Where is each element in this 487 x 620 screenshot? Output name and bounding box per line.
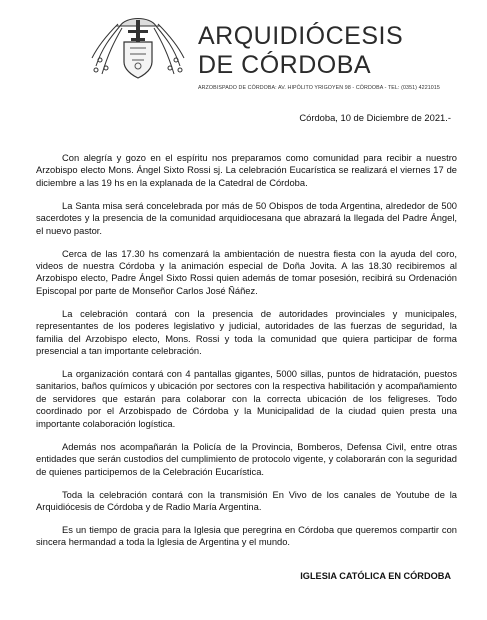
paragraph: Cerca de las 17.30 hs comenzará la ambientación de nuestra fiesta con la ayuda del coro, videos de nuestra Córdoba y la animación especial de Doña Jovita. A las 18.30 recibiremos al Arzobispo electo, Padre Ángel Sixto Rossi quien además de tomar posesión, recibirá su Ordenación Episcopal por parte de Monseñor Carlos José Ñáñez. <box>36 248 457 296</box>
paragraph: La Santa misa será concelebrada por más de 50 Obispos de toda Argentina, alrededor de 500 sacerdotes y la presencia de la comunidad arquidiocesana que abrazará la llegada del Padre Ángel, el nuevo pastor. <box>36 200 457 236</box>
paragraph: La celebración contará con la presencia de autoridades provinciales y municipales, representantes de los poderes legislativo y judicial, autoridades de las fuerzas de seguridad, la familia del Arzobispo electo, Mons. Rossi y toda la comunidad que quiera participar de forma presencial a tan importante celebración. <box>36 308 457 357</box>
document-body <box>36 152 457 559</box>
archdiocese-crest-icon <box>90 8 186 88</box>
paragraph: Además nos acompañarán la Policía de la Provincia, Bomberos, Defensa Civil, entre otras entidades que serán custodios del cumplimiento de protocolo vigente, y colaborarán con la seguridad de quienes participemos de la Celebración Eucarística. <box>36 441 457 477</box>
paragraph: La organización contará con 4 pantallas gigantes, 5000 sillas, puntos de hidratación, puestos sanitarios, baños químicos y ubicación por sectores con la respectiva habilitación y acompañamiento de servidores que estarán para colaborar con la correcta ubicación de los feligreses. Todo coordinado por el Arzobispado de Córdoba y la Municipalidad de la ciudad quien presta una importante colaboración logística. <box>36 369 457 429</box>
letterhead-name-line2: DE CÓRDOBA <box>198 51 372 79</box>
letterhead-address: ARZOBISPADO DE CÓRDOBA: AV. HIPÓLITO YRIGOYEN 98 - CÓRDOBA - TEL: (0351) 4221015 <box>198 85 440 91</box>
paragraph: Toda la celebración contará con la transmisión En Vivo de los canales de Youtube de la Arquidiócesis de Córdoba y de Radio María Argentina. <box>36 489 457 512</box>
paragraph: Con alegría y gozo en el espíritu nos preparamos como comunidad para recibir a nuestro Arzobispo electo Mons. Ángel Sixto Rossi sj. La celebración Eucarística se realizará el viernes 17 de diciembre a las 19 hs en la explanada de la Catedral de Córdoba. <box>36 153 457 188</box>
letterhead-name-line1: ARQUIDIÓCESIS <box>198 22 404 50</box>
signature: IGLESIA CATÓLICA EN CÓRDOBA <box>300 571 451 581</box>
document-date: Córdoba, 10 de Diciembre de 2021.- <box>299 112 451 123</box>
paragraph: Es un tiempo de gracia para la Iglesia que peregrina en Córdoba que queremos compartir con sincera hermandad a toda la Iglesia de Argentina y el mundo. <box>36 524 457 548</box>
letterhead <box>90 8 470 91</box>
